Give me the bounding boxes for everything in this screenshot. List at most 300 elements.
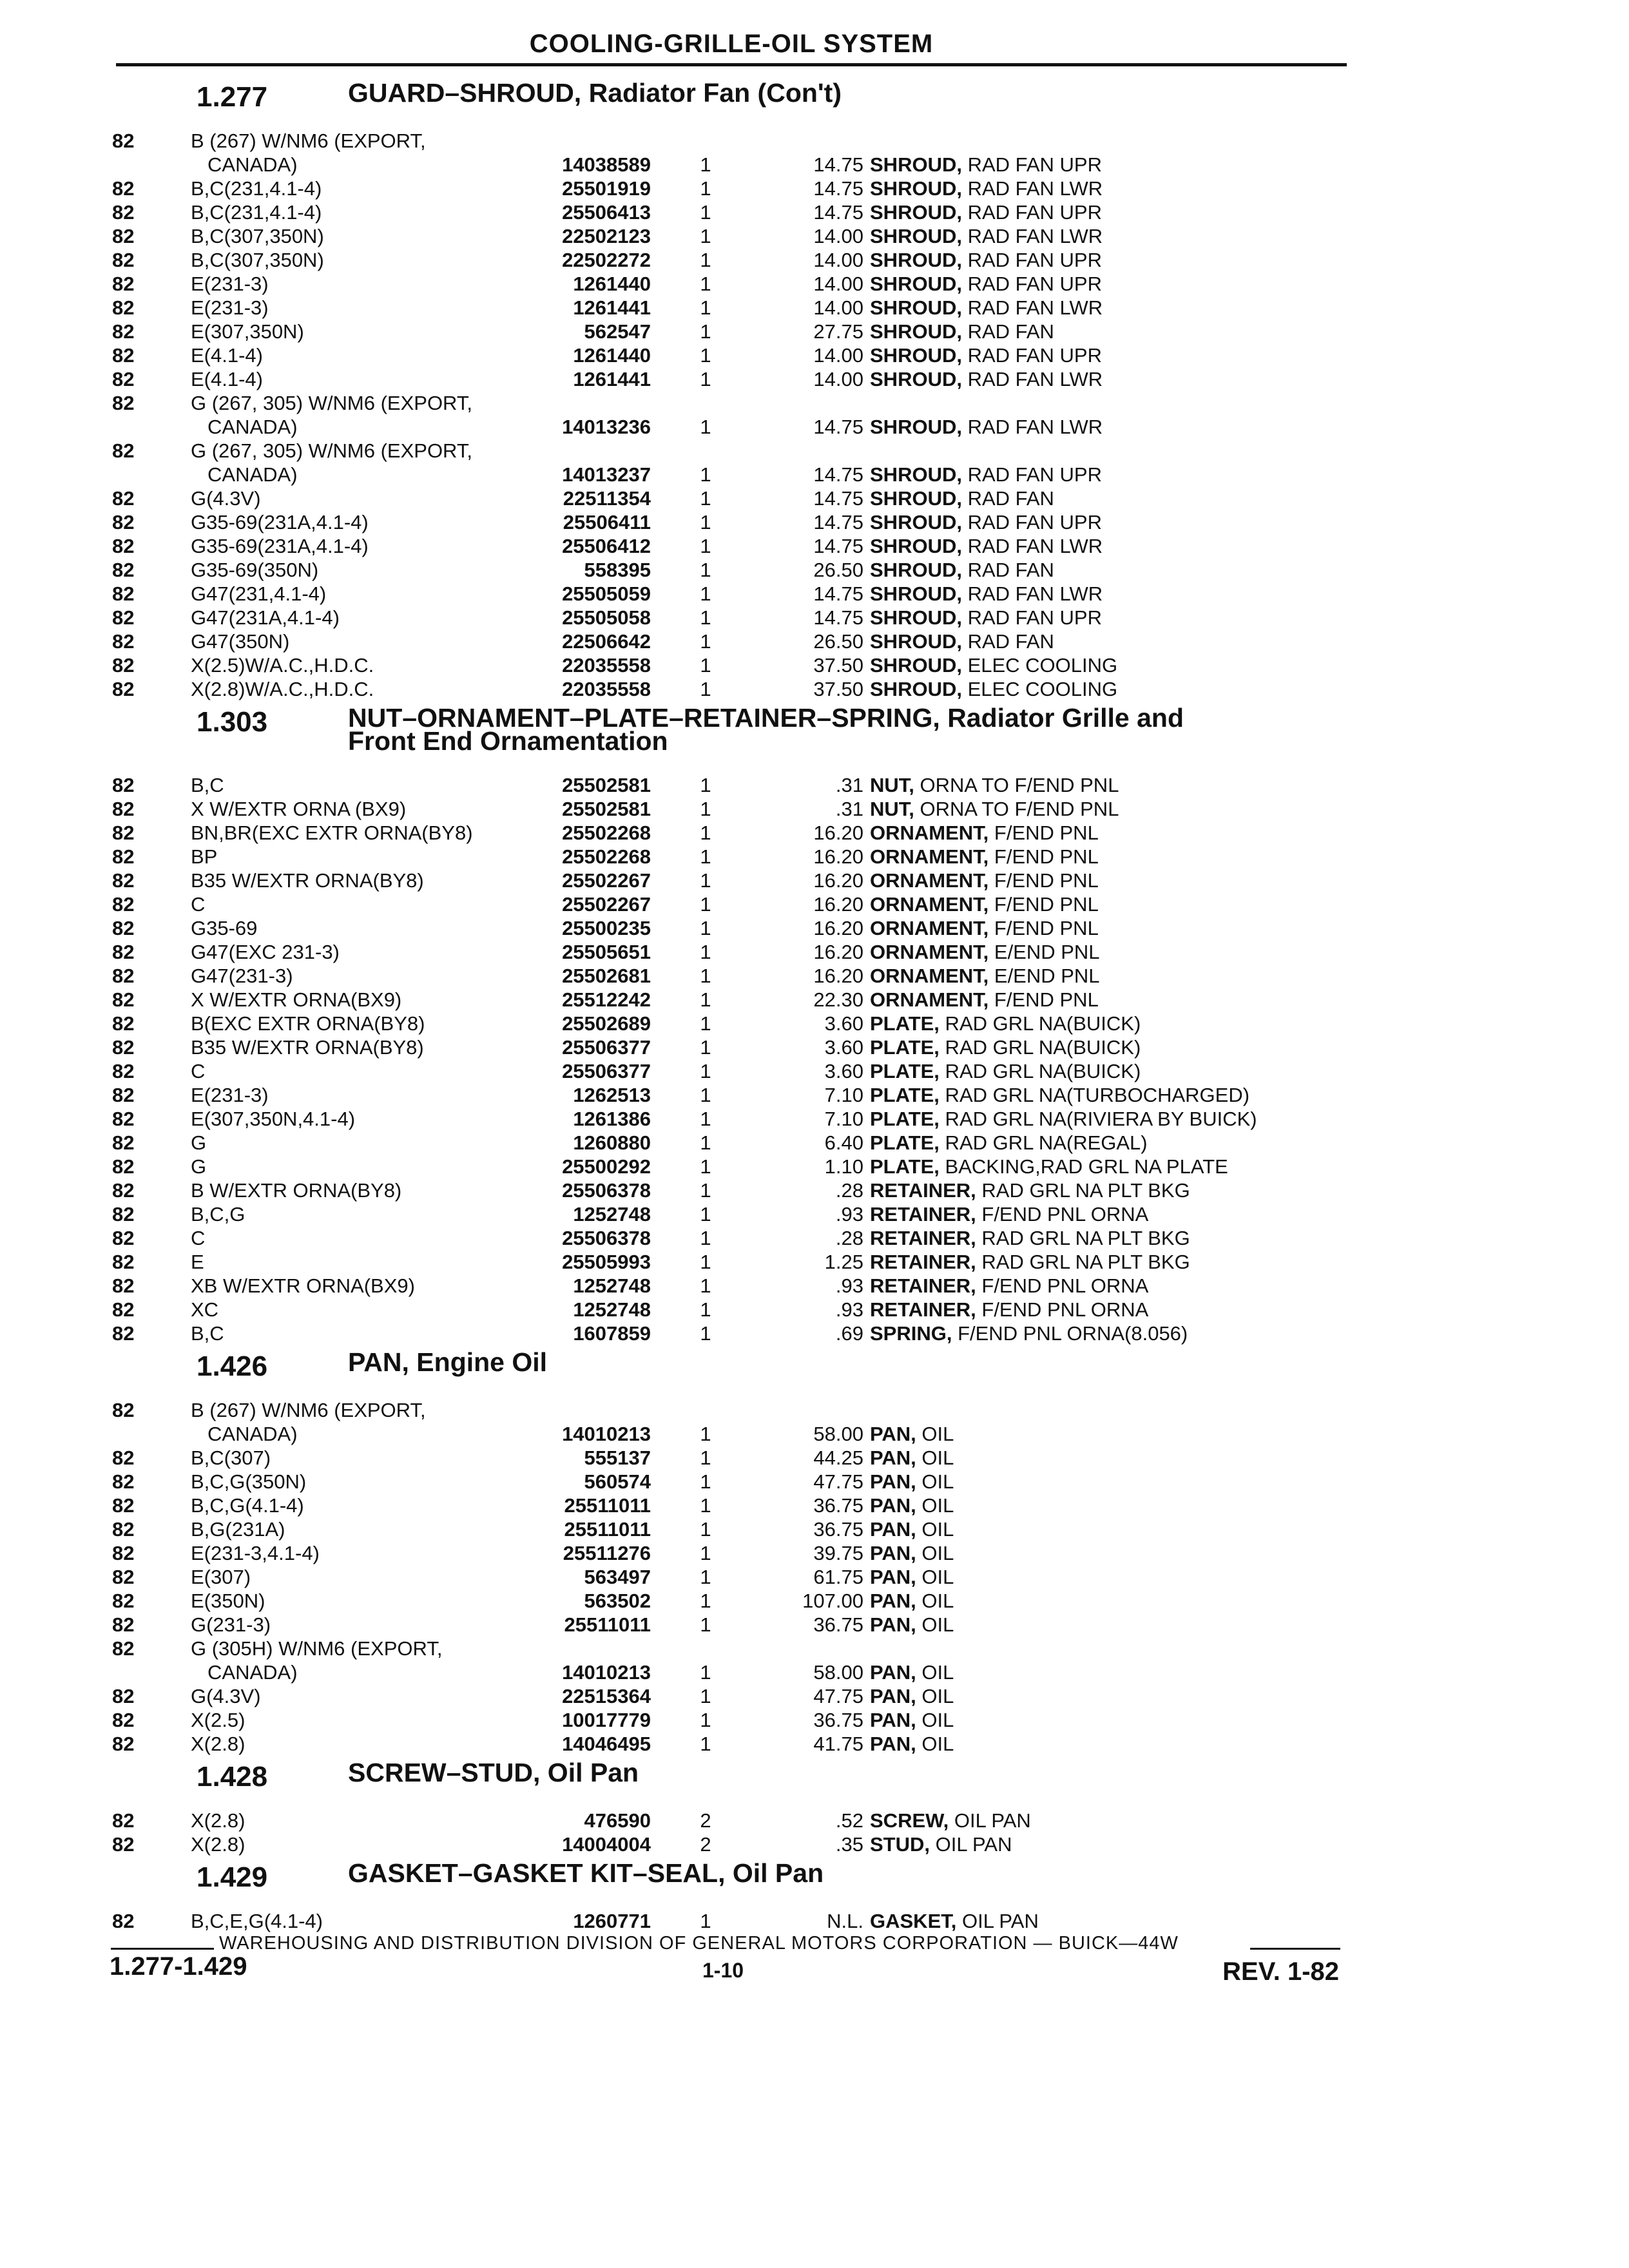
part-name-noun: ORNAMENT,: [870, 917, 989, 939]
table-row: [110, 582, 1347, 606]
part-name-noun: ORNAMENT,: [870, 869, 989, 892]
quantity: 1: [700, 965, 711, 987]
part-name: [870, 1470, 1347, 1494]
part-number: 25502268: [562, 822, 651, 844]
model-year: 82: [112, 1685, 135, 1707]
application-text: B35 W/EXTR ORNA(BY8): [191, 869, 424, 892]
quantity: 1: [700, 320, 711, 343]
part-name-noun: PAN,: [870, 1518, 916, 1541]
price: 58.00: [813, 1423, 863, 1445]
part-name-noun: PLATE,: [870, 1108, 940, 1130]
part-number: 14013236: [562, 416, 651, 438]
part-name-detail: OIL: [916, 1494, 954, 1517]
part-number: 25502581: [562, 798, 651, 820]
table-row: [110, 1565, 1347, 1589]
part-number: 1607859: [573, 1322, 651, 1345]
part-name-detail: ORNA TO F/END PNL: [914, 774, 1119, 796]
price: 14.00: [813, 249, 863, 271]
model-year: 82: [112, 941, 135, 963]
application-text: E(4.1-4): [191, 368, 263, 390]
quantity: 1: [700, 1298, 711, 1321]
quantity: 1: [700, 1108, 711, 1130]
application-description: [191, 1398, 526, 1446]
part-name-detail: RAD FAN: [961, 559, 1054, 581]
part-name: [870, 1613, 1347, 1637]
part-name: [870, 1131, 1347, 1155]
section-number: 1.277: [197, 81, 268, 113]
part-number: 1261440: [573, 273, 651, 295]
model-year: 82: [112, 1108, 135, 1130]
application-text: E(4.1-4): [191, 344, 263, 367]
table-row: [110, 940, 1347, 964]
price: 37.50: [813, 654, 863, 677]
part-name: [870, 510, 1347, 534]
part-name-noun: PAN,: [870, 1709, 916, 1731]
part-number: 25502267: [562, 893, 651, 916]
quantity: 1: [700, 177, 711, 200]
price: .28: [835, 1179, 863, 1202]
application-text: G(4.3V): [191, 487, 261, 510]
table-row: [110, 1059, 1347, 1083]
application-description: [191, 1226, 526, 1250]
part-name-noun: SHROUD,: [870, 344, 962, 367]
part-name-detail: RAD GRL NA PLT BKG: [976, 1227, 1190, 1249]
model-year: 82: [112, 1833, 135, 1856]
part-name-noun: SHROUD,: [870, 654, 962, 677]
part-name-noun: SHROUD,: [870, 416, 962, 438]
footer-rule-right: [1250, 1948, 1340, 1950]
quantity: 1: [700, 1733, 711, 1755]
part-name-detail: RAD FAN LWR: [961, 225, 1103, 247]
part-number: 1261441: [573, 368, 651, 390]
part-name-detail: RAD FAN LWR: [961, 296, 1103, 319]
part-name-noun: SHROUD,: [870, 177, 962, 200]
part-number: 14004004: [562, 1833, 651, 1856]
quantity: 1: [700, 511, 711, 533]
model-year: 82: [112, 869, 135, 892]
part-name-noun: SHROUD,: [870, 296, 962, 319]
part-name-noun: GASKET,: [870, 1910, 957, 1932]
part-name: [870, 1589, 1347, 1613]
part-name: [870, 1494, 1347, 1517]
part-name: [870, 1178, 1347, 1202]
price: 14.75: [813, 582, 863, 605]
model-year: 82: [112, 1012, 135, 1035]
part-name-detail: OIL: [916, 1542, 954, 1564]
price: 14.00: [813, 296, 863, 319]
application-text: G47(350N): [191, 630, 290, 653]
application-description: [191, 1446, 526, 1470]
part-name-noun: SCREW,: [870, 1809, 949, 1832]
application-text: B,C: [191, 774, 224, 796]
part-name-detail: RAD GRL NA(BUICK): [939, 1036, 1141, 1059]
price: .52: [835, 1809, 863, 1832]
quantity: 1: [700, 201, 711, 224]
part-name-noun: SHROUD,: [870, 582, 962, 605]
header-rule: [116, 63, 1347, 66]
model-year: 82: [112, 1910, 135, 1932]
part-number: 22506642: [562, 630, 651, 653]
table-row: [110, 200, 1347, 224]
table-row: [110, 1832, 1347, 1856]
quantity: 1: [700, 1227, 711, 1249]
part-name-detail: OIL: [916, 1661, 954, 1684]
part-name: [870, 1202, 1347, 1226]
section-number: 1.428: [197, 1761, 268, 1792]
part-name: [870, 1274, 1347, 1298]
model-year: 82: [112, 798, 135, 820]
part-name-noun: PAN,: [870, 1661, 916, 1684]
application-text: G35-69: [191, 917, 258, 939]
application-text: G(4.3V): [191, 1685, 261, 1707]
table-row: [110, 773, 1347, 797]
application-text: X(2.8): [191, 1809, 246, 1832]
application-description: [191, 1059, 526, 1083]
part-number: 25502689: [562, 1012, 651, 1035]
section-header: [110, 701, 1347, 773]
part-name-noun: SHROUD,: [870, 511, 962, 533]
part-name-detail: OIL PAN: [930, 1833, 1012, 1856]
price: 16.20: [813, 845, 863, 868]
table-row: [110, 606, 1347, 629]
section-header: [110, 1345, 1347, 1398]
part-name: [870, 916, 1347, 940]
application-description: [191, 1589, 526, 1613]
part-name-detail: OIL: [916, 1423, 954, 1445]
application-text: E(307,350N,4.1-4): [191, 1108, 356, 1130]
price: 14.00: [813, 344, 863, 367]
part-name-detail: F/END PNL ORNA: [976, 1203, 1149, 1225]
application-text: X(2.8): [191, 1833, 246, 1856]
model-year: 82: [112, 988, 135, 1011]
part-number: 25505059: [562, 582, 651, 605]
application-description: [191, 1107, 526, 1131]
part-name-detail: RAD FAN UPR: [961, 511, 1102, 533]
footer-publisher: WAREHOUSING AND DISTRIBUTION DIVISION OF GENERAL MOTORS CORPORATION — BUICK—44W: [219, 1933, 1179, 1954]
application-text: G35-69(350N): [191, 559, 319, 581]
table-row: [110, 272, 1347, 296]
part-name: [870, 1541, 1347, 1565]
price: 14.75: [813, 153, 863, 176]
part-name: [870, 892, 1347, 916]
model-year: 82: [112, 1131, 135, 1154]
table-row: [110, 1107, 1347, 1131]
model-year: 82: [112, 535, 135, 557]
quantity: 1: [700, 153, 711, 176]
part-name: [870, 153, 1347, 177]
model-year: 82: [112, 774, 135, 796]
model-year: 82: [112, 368, 135, 390]
table-row: [110, 1274, 1347, 1298]
table-row: [110, 677, 1347, 701]
part-name-noun: RETAINER,: [870, 1274, 976, 1297]
price: .28: [835, 1227, 863, 1249]
application-text: E(350N): [191, 1590, 265, 1612]
part-name-noun: PAN,: [870, 1494, 916, 1517]
part-name-noun: RETAINER,: [870, 1251, 976, 1273]
application-description: [191, 916, 526, 940]
section-title: [348, 1858, 1347, 1888]
application-description: [191, 1274, 526, 1298]
part-name-detail: E/END PNL: [988, 965, 1100, 987]
application-text-line-2: CANADA): [207, 416, 298, 438]
price: 44.25: [813, 1446, 863, 1469]
part-name-detail: RAD FAN: [961, 630, 1054, 653]
price: 107.00: [802, 1590, 863, 1612]
application-text-line-2: CANADA): [207, 1423, 298, 1445]
model-year: 82: [112, 1399, 135, 1421]
part-name-noun: SHROUD,: [870, 320, 962, 343]
application-description: [191, 1637, 526, 1684]
model-year: 82: [112, 1709, 135, 1731]
part-name-detail: F/END PNL ORNA(8.056): [952, 1322, 1188, 1345]
part-number: 25511011: [564, 1518, 651, 1541]
price: 7.10: [824, 1108, 863, 1130]
part-name-noun: RETAINER,: [870, 1298, 976, 1321]
quantity: 1: [700, 1036, 711, 1059]
model-year: 82: [112, 344, 135, 367]
application-description: [191, 988, 526, 1012]
part-name: [870, 534, 1347, 558]
part-name-detail: F/END PNL: [988, 869, 1099, 892]
application-description: [191, 320, 526, 343]
part-name-noun: PAN,: [870, 1566, 916, 1588]
part-name-noun: SHROUD,: [870, 225, 962, 247]
price: 3.60: [824, 1012, 863, 1035]
part-name-detail: BACKING,RAD GRL NA PLATE: [939, 1155, 1228, 1178]
application-description: [191, 1178, 526, 1202]
quantity: 1: [700, 273, 711, 295]
part-name: [870, 773, 1347, 797]
price: .69: [835, 1322, 863, 1345]
model-year: 82: [112, 177, 135, 200]
application-description: [191, 272, 526, 296]
part-number: 25506412: [562, 535, 651, 557]
part-name: [870, 272, 1347, 296]
application-text: E(231-3,4.1-4): [191, 1542, 320, 1564]
table-row: [110, 845, 1347, 869]
application-text: G: [191, 1131, 207, 1154]
part-number: 476590: [584, 1809, 651, 1832]
model-year: 82: [112, 1590, 135, 1612]
part-name: [870, 1660, 1347, 1684]
application-description: [191, 1494, 526, 1517]
price: 14.75: [813, 606, 863, 629]
table-row: [110, 916, 1347, 940]
quantity: 1: [700, 1910, 711, 1932]
application-description: [191, 129, 526, 177]
table-row: [110, 821, 1347, 845]
section-header: [110, 76, 1347, 129]
part-name-detail: RAD GRL NA(TURBOCHARGED): [939, 1084, 1250, 1106]
model-year: 82: [112, 439, 135, 462]
part-name-noun: PAN,: [870, 1446, 916, 1469]
model-year: 82: [112, 1518, 135, 1541]
section-title: [348, 1758, 1347, 1787]
model-year: 82: [112, 1470, 135, 1493]
table-row: [110, 1684, 1347, 1708]
quantity: 1: [700, 535, 711, 557]
application-text: C: [191, 1060, 206, 1082]
part-number: 1262513: [573, 1084, 651, 1106]
application-text: E(231-3): [191, 1084, 269, 1106]
application-description: [191, 367, 526, 391]
part-name-detail: RAD FAN LWR: [961, 582, 1103, 605]
part-name-noun: ORNAMENT,: [870, 822, 989, 844]
part-name-detail: RAD FAN: [961, 487, 1054, 510]
table-row: [110, 1083, 1347, 1107]
section-title-line: PAN, Engine Oil: [348, 1347, 548, 1377]
application-description: [191, 629, 526, 653]
part-name-detail: F/END PNL: [988, 988, 1099, 1011]
part-name-detail: ELEC COOLING: [961, 678, 1118, 700]
part-name-noun: SHROUD,: [870, 249, 962, 271]
part-name: [870, 1708, 1347, 1732]
part-name-detail: RAD GRL NA(BUICK): [939, 1060, 1141, 1082]
model-year: 82: [112, 1036, 135, 1059]
part-number: 560574: [584, 1470, 651, 1493]
application-description: [191, 677, 526, 701]
price: 6.40: [824, 1131, 863, 1154]
part-name: [870, 296, 1347, 320]
footer-page-number: 1-10: [702, 1959, 744, 1982]
part-name-detail: RAD GRL NA PLT BKG: [976, 1251, 1190, 1273]
quantity: 1: [700, 296, 711, 319]
price: .31: [835, 798, 863, 820]
model-year: 82: [112, 1084, 135, 1106]
model-year: 82: [112, 845, 135, 868]
part-name-detail: ELEC COOLING: [961, 654, 1118, 677]
part-number: 25502268: [562, 845, 651, 868]
price: 16.20: [813, 965, 863, 987]
application-description: [191, 1035, 526, 1059]
part-name: [870, 200, 1347, 224]
application-text: B35 W/EXTR ORNA(BY8): [191, 1036, 424, 1059]
model-year: 82: [112, 1566, 135, 1588]
part-number: 563502: [584, 1590, 651, 1612]
model-year: 82: [112, 654, 135, 677]
section-number: 1.429: [197, 1861, 268, 1893]
price: 36.75: [813, 1709, 863, 1731]
quantity: 2: [700, 1809, 711, 1832]
model-year: 82: [112, 822, 135, 844]
quantity: 2: [700, 1833, 711, 1856]
price: .35: [835, 1833, 863, 1856]
part-number: 1252748: [573, 1203, 651, 1225]
price: 7.10: [824, 1084, 863, 1106]
model-year: 82: [112, 511, 135, 533]
table-row: [110, 1494, 1347, 1517]
part-name-detail: RAD FAN UPR: [961, 463, 1102, 486]
section-title: [348, 78, 1347, 108]
part-name: [870, 1909, 1347, 1933]
part-name-detail: E/END PNL: [988, 941, 1100, 963]
part-name-detail: ORNA TO F/END PNL: [914, 798, 1119, 820]
part-name: [870, 677, 1347, 701]
price: 14.75: [813, 201, 863, 224]
table-row: [110, 797, 1347, 821]
part-number: 14013237: [562, 463, 651, 486]
quantity: 1: [700, 917, 711, 939]
model-year: 82: [112, 1179, 135, 1202]
part-name-noun: PAN,: [870, 1590, 916, 1612]
model-year: 82: [112, 1060, 135, 1082]
page-title: COOLING-GRILLE-OIL SYSTEM: [529, 30, 934, 58]
application-description: [191, 1517, 526, 1541]
application-description: [191, 510, 526, 534]
model-year: 82: [112, 225, 135, 247]
table-row: [110, 653, 1347, 677]
section-number: 1.426: [197, 1350, 268, 1382]
quantity: 1: [700, 1709, 711, 1731]
part-name-noun: RETAINER,: [870, 1227, 976, 1249]
part-name-detail: RAD FAN UPR: [961, 344, 1102, 367]
table-row: [110, 510, 1347, 534]
part-name-noun: SHROUD,: [870, 153, 962, 176]
part-name: [870, 367, 1347, 391]
part-name-detail: RAD GRL NA(REGAL): [939, 1131, 1148, 1154]
part-name-detail: OIL: [916, 1613, 954, 1636]
part-number: 22502272: [562, 249, 651, 271]
price: 41.75: [813, 1733, 863, 1755]
part-name: [870, 1832, 1347, 1856]
part-number: 563497: [584, 1566, 651, 1588]
price: 36.75: [813, 1613, 863, 1636]
footer-revision: REV. 1-82: [1222, 1957, 1339, 1986]
part-name-noun: ORNAMENT,: [870, 845, 989, 868]
table-row: [110, 1012, 1347, 1035]
price: N.L.: [827, 1910, 863, 1932]
application-description: [191, 1131, 526, 1155]
application-text-line-2: CANADA): [207, 153, 298, 176]
table-row: [110, 629, 1347, 653]
part-name-detail: RAD FAN: [961, 320, 1054, 343]
application-description: [191, 534, 526, 558]
application-description: [191, 1541, 526, 1565]
quantity: 1: [700, 368, 711, 390]
price: 39.75: [813, 1542, 863, 1564]
quantity: 1: [700, 1613, 711, 1636]
price: 14.00: [813, 368, 863, 390]
part-number: 25506413: [562, 201, 651, 224]
part-number: 14010213: [562, 1423, 651, 1445]
part-name: [870, 582, 1347, 606]
quantity: 1: [700, 1322, 711, 1345]
table-row: [110, 1541, 1347, 1565]
model-year: 82: [112, 1446, 135, 1469]
application-description: [191, 1565, 526, 1589]
part-name-noun: PLATE,: [870, 1036, 940, 1059]
application-description: [191, 1809, 526, 1832]
application-description: [191, 1832, 526, 1856]
model-year: 82: [112, 1809, 135, 1832]
price: 36.75: [813, 1518, 863, 1541]
table-row: [110, 1155, 1347, 1178]
model-year: 82: [112, 296, 135, 319]
section-title-line: GASKET–GASKET KIT–SEAL, Oil Pan: [348, 1858, 824, 1888]
application-text: E: [191, 1251, 204, 1273]
part-name: [870, 869, 1347, 892]
quantity: 1: [700, 845, 711, 868]
part-name-noun: RETAINER,: [870, 1179, 976, 1202]
model-year: 82: [112, 1203, 135, 1225]
table-row: [110, 558, 1347, 582]
part-name: [870, 629, 1347, 653]
quantity: 1: [700, 1012, 711, 1035]
price: .93: [835, 1298, 863, 1321]
part-number: 22515364: [562, 1685, 651, 1707]
table-row: [110, 1637, 1347, 1684]
